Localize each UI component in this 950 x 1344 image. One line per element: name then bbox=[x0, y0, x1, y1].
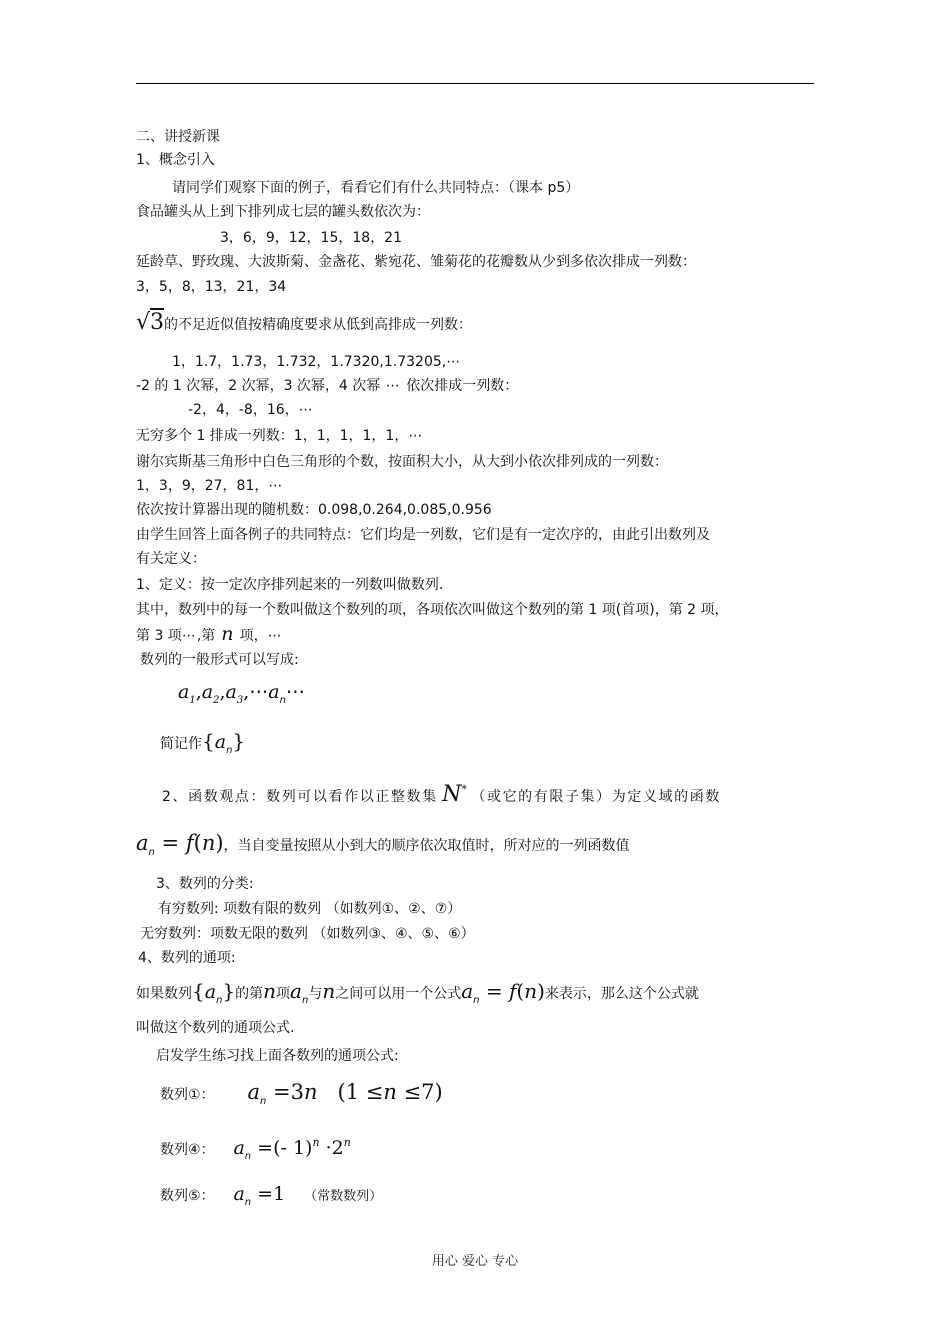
paragraph: 简记作$\{a_n\}$ bbox=[160, 729, 246, 756]
paragraph: -2 的 1 次幂，2 次幂，3 次幂，4 次幂 ⋯ 依次排成一列数： bbox=[136, 378, 519, 394]
sequence-line: 3，6，9，12，15，18，21 bbox=[220, 230, 402, 246]
formula-label: 数列①： bbox=[160, 1087, 215, 1103]
formula-row: 数列⑤： $a_n =1$ （常数数列） bbox=[160, 1183, 383, 1208]
paragraph: 有关定义： bbox=[136, 551, 206, 567]
paragraph-text: 简记作 bbox=[160, 736, 202, 752]
paragraph: 有穷数列: 项数有限的数列 （如数列①、②、⑦） bbox=[158, 901, 462, 917]
sequence-text: 1，3，9，27，81， bbox=[136, 478, 269, 494]
paragraph-text: 项， bbox=[239, 628, 268, 644]
header-rule bbox=[136, 83, 814, 84]
sequence-line: -2，4，-8，16，⋯ bbox=[188, 402, 314, 418]
formula-row: 数列①： $a_n =3n$ (1 ≤n ≤7) bbox=[160, 1080, 443, 1107]
subsection-heading: 1、概念引入 bbox=[136, 152, 215, 168]
paragraph-text: 项 bbox=[276, 986, 291, 1002]
paragraph-text: 来表示，那么这个公式就 bbox=[544, 986, 699, 1002]
paragraph: 请同学们观察下面的例子，看看它们有什么共同特点：（课本 p5） bbox=[172, 180, 580, 196]
paragraph: 谢尔宾斯基三角形中白色三角形的个数，按面积大小，从大到小依次排列成的一列数： bbox=[136, 454, 668, 470]
sqrt3-formula: √3 bbox=[136, 310, 165, 335]
subsection-heading: 4、数列的通项: bbox=[138, 950, 236, 966]
formula-note: （常数数列） bbox=[304, 1189, 383, 1204]
paragraph: 食品罐头从上到下排列成七层的罐头数依次为： bbox=[136, 204, 430, 220]
paragraph: 依次按计算器出现的随机数：0.098,0.264,0.085,0.956 bbox=[136, 502, 492, 518]
formula-label: 数列⑤： bbox=[160, 1188, 215, 1204]
paragraph bbox=[136, 306, 472, 342]
paragraph-text: 如果数列 bbox=[136, 986, 192, 1002]
paragraph-text: 与 bbox=[308, 986, 323, 1002]
definition: 1、定义：按一定次序排列起来的一列数叫做数列. bbox=[136, 577, 444, 593]
paragraph: 2、函数观点：数列可以看作以正整数集 N* （或它的有限子集）为定义域的函数 bbox=[162, 782, 721, 807]
paragraph-text: ,第 bbox=[196, 628, 216, 644]
paragraph-text: 的第 bbox=[235, 986, 264, 1002]
paragraph-text: （或它的有限子集）为定义域的函数 bbox=[471, 789, 721, 805]
paragraph-text: 之间可以用一个公式 bbox=[335, 986, 462, 1002]
paragraph-text: 无穷多个 1 排成一列数：1，1，1，1，1， bbox=[136, 428, 409, 444]
paragraph: 由学生回答上面各例子的共同特点：它们均是一列数，它们是有一定次序的，由此引出数列及 bbox=[136, 527, 710, 543]
sequence-text: -2，4，-8，16， bbox=[188, 402, 299, 418]
page-footer: 用心 爱心 专心 bbox=[431, 1254, 519, 1269]
paragraph: $a_n = f(n)$，当自变量按照从小到大的顺序依次取值时，所对应的一列函数值 bbox=[136, 831, 630, 858]
paragraph-text: 2、函数观点：数列可以看作以正整数集 bbox=[162, 789, 438, 805]
section-heading: 二、讲授新课 bbox=[136, 129, 220, 145]
paragraph: 如果数列$\{a_n\}$的第n项$a_n$与n之间可以用一个公式$a_n = f(n)$来表示，那么这个公式就 bbox=[136, 979, 699, 1006]
general-form-formula: $a_1,a_2,a_3,\cdots a_n\cdots$ bbox=[178, 681, 305, 706]
paragraph: 第 3 项⋯,第 n 项，⋯ bbox=[136, 623, 283, 645]
paragraph: 数列的一般形式可以写成: bbox=[140, 652, 299, 668]
paragraph-text: ，当自变量按照从小到大的顺序依次取值时，所对应的一列函数值 bbox=[223, 838, 630, 854]
paragraph-text: 的不足近似值按精确度要求从低到高排成一列数： bbox=[164, 317, 473, 333]
sequence-line: 1，3，9，27，81，⋯ bbox=[136, 478, 284, 494]
subsection-heading: 3、数列的分类: bbox=[156, 876, 254, 892]
paragraph: 其中，数列中的每一个数叫做这个数列的项，各项依次叫做这个数列的第 1 项(首项)，第 2 项， bbox=[136, 602, 729, 618]
paragraph: 启发学生练习找上面各数列的通项公式: bbox=[156, 1048, 399, 1064]
paragraph-text: 第 3 项 bbox=[136, 628, 182, 644]
paragraph-text: -2 的 1 次幂，2 次幂，3 次幂，4 次幂 bbox=[136, 378, 381, 394]
formula-row: 数列④： $a_n$ =(- $1)^n \cdot 2^n$ bbox=[160, 1136, 351, 1162]
sequence-line: 3，5，8，13，21，34 bbox=[136, 279, 287, 295]
paragraph-text: 依次排成一列数： bbox=[406, 378, 519, 394]
sequence-line: 1，1.7，1.73，1.732，1.7320,1.73205,⋯ bbox=[172, 354, 462, 370]
paragraph: 叫做这个数列的通项公式. bbox=[136, 1020, 295, 1036]
paragraph: 延龄草、野玫瑰、大波斯菊、金盏花、紫宛花、雏菊花的花瓣数从少到多依次排成一列数： bbox=[136, 254, 696, 270]
formula-label: 数列④： bbox=[160, 1142, 215, 1158]
sequence-text: 1，1.7，1.73，1.732，1.7320,1.73205, bbox=[172, 354, 447, 370]
paragraph: 无穷多个 1 排成一列数：1，1，1，1，1，⋯ bbox=[136, 428, 424, 444]
paragraph: 无穷数列：项数无限的数列 （如数列③、④、⑤、⑥） bbox=[140, 926, 475, 942]
